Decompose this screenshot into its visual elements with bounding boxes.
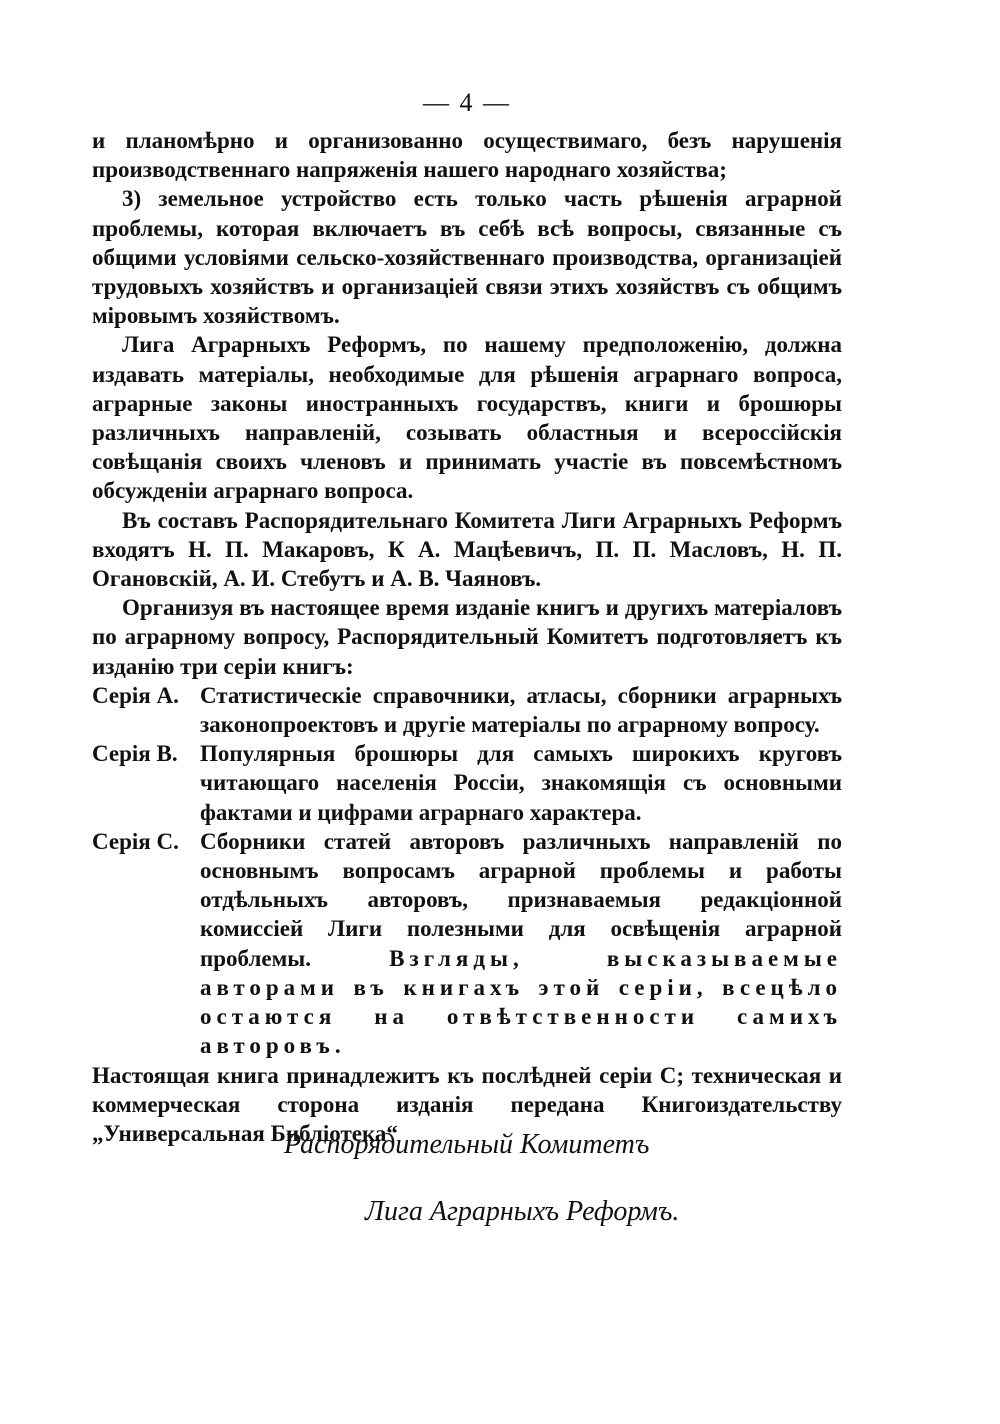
series-c [92, 827, 842, 1061]
series-c-text [200, 827, 842, 1061]
paragraph-2: 3) земельное устройство есть только часть рѣшенія аграрной проблемы, которая включаетъ въ себѣ всѣ вопросы, связанные съ общими условіями сельско-хозяйственнаго производства, организаціей трудовыхъ хозяйствъ и организаціей связи этихъ хозяйствъ съ общимъ міровымъ хозяйствомъ. [92, 186, 842, 329]
signature-committee: Распорядительный Комитетъ [284, 1129, 650, 1160]
series-a-text: Статистическіе справочники, атласы, сборники аграрныхъ законопроектовъ и другіе матеріалы по аграрному вопросу. [200, 682, 842, 738]
series-a [92, 681, 842, 739]
series-b-label: Серія В. [92, 741, 178, 767]
paragraph-4: Въ составъ Распорядительнаго Комитета Лиги Аграрныхъ Реформъ входятъ Н. П. Макаровъ, К А. Мацѣевичъ, П. П. Масловъ, Н. П. Огановскій, А. И. Стебутъ и А. В. Чаяновъ. [92, 507, 842, 592]
series-b-text: Популярныя брошюры для самыхъ широкихъ круговъ читающаго населенія Россіи, знакомящія съ основными фактами и цифрами аграрнаго характера. [200, 741, 842, 825]
series-c-text-main: Сборники статей авторовъ различныхъ направленій по основнымъ вопросамъ аграрной проблемы и работы отдѣльныхъ авторовъ, признаваемыя редакціонной комиссіей Лиги полезными для освѣщенія аграрной проблемы. [200, 828, 842, 971]
signature-league: Лига Аграрныхъ Реформъ. [365, 1196, 680, 1227]
series-c-label: Серія С. [92, 828, 179, 854]
paragraph-1: и планомѣрно и организованно осуществимаго, безъ нарушенія производственнаго напряженія нашего народнаго хозяйства; [92, 128, 842, 183]
paragraph-5: Организуя въ настоящее время изданіе книгъ и другихъ матеріаловъ по аграрному вопросу, Распорядительный Комитетъ подготовляетъ къ изданію три серіи книгъ: [92, 595, 842, 679]
series-a-label: Серія А. [92, 682, 179, 708]
series-b [92, 739, 842, 827]
page-number: — 4 — [423, 88, 511, 117]
document-page [92, 88, 842, 1148]
paragraph-6: Настоящая книга принадлежитъ къ послѣдней серіи С; техническая и коммерческая сторона изданія передана Книгоиздательству „Универсальная Библіотека“ [92, 1062, 842, 1146]
series-c-text-spaced: Взгляды, высказываемые авторами въ книгахъ этой серіи, всецѣло остаются на отвѣтственности самихъ авторовъ. [200, 945, 843, 1059]
paragraph-3: Лига Аграрныхъ Реформъ, по нашему предположенію, должна издавать матеріалы, необходимые для рѣшенія аграрнаго вопроса, аграрные законы иностранныхъ государствъ, книги и брошюры различныхъ направленій, созывать областныя и всероссійскія совѣщанія своихъ членовъ и принимать участіе въ повсемѣстномъ обсужденіи аграрнаго вопроса. [92, 332, 842, 504]
